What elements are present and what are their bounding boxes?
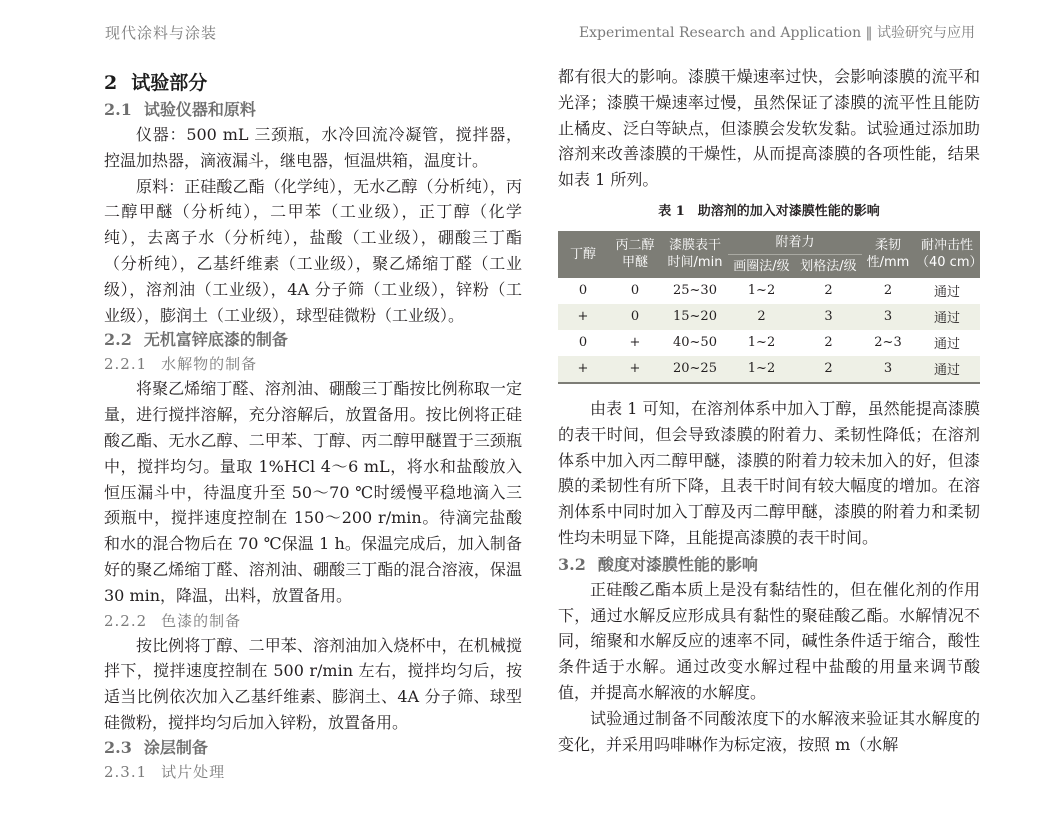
paragraph-hydrolysis-test: 试验通过制备不同酸浓度下的水解液来验证其水解度的变化，并采用吗啡啉作为标定液，按照 m（水解 [558, 708, 980, 754]
heading-text: 试验仪器和原料 [143, 100, 256, 119]
table-cell: 3 [862, 304, 914, 330]
table-cell: 1~2 [747, 335, 776, 351]
table-cell: 通过 [933, 285, 960, 301]
journal-name: 现代涂料与涂装 [105, 24, 218, 42]
table-cell: 2~3 [874, 335, 902, 351]
heading-text: 涂层制备 [143, 737, 208, 757]
heading-number: 2.1 [104, 100, 132, 119]
table-cell: 通过 [933, 337, 960, 353]
table-cell: 0 [578, 283, 588, 299]
table-cell: 2 [883, 283, 893, 299]
col-header-adhesion-cross: 划格法/级 [795, 254, 862, 278]
paragraph-drying: 都有很大的影响。漆膜干燥速率过快，会影响漆膜的流平和光泽；漆膜干燥速率过慢，虽然保证了漆膜的流平性且能防止橘皮、泛白等缺点，但漆膜会发软发黏。试验通过添加助溶剂来改善漆膜的干燥性，从而提高漆膜的各项性能，结果如表 1 所列。 [558, 67, 980, 190]
paragraph-table-analysis: 由表 1 可知，在溶剂体系中加入丁醇，虽然能提高漆膜的表干时间，但会导致漆膜的附着力、柔韧性降低；在溶剂体系中加入丙二醇甲醚，漆膜的附着力较未加入的好，但漆膜的柔韧性有所下降，且表干时间有较大幅度的增加。在溶剂体系中同时加入丁醇及丙二醇甲醚，漆膜的附着力和柔韧性均未明显下降，且能提高漆膜的表干时间。 [558, 398, 980, 547]
heading-3-2 [558, 553, 980, 577]
table-cell: 0 [630, 283, 640, 299]
heading-number: 2.3.1 [104, 762, 148, 781]
heading-text: 无机富锌底漆的制备 [143, 330, 288, 350]
heading-number: 2.3 [104, 737, 132, 757]
table-cell: 2 [824, 283, 833, 299]
col-header-butanol: 丁醇 [558, 231, 608, 278]
table-cell: 1~2 [728, 356, 795, 383]
heading-2-2-1 [104, 352, 522, 376]
table-cell: 通过 [914, 304, 980, 330]
col-header-adhesion-circle: 画圈法/级 [728, 254, 795, 278]
col-header-adhesion: 附着力 [728, 231, 862, 255]
heading-number: 2.2.1 [104, 355, 148, 374]
table-cell: 1~2 [747, 283, 776, 299]
table-cell: 3 [795, 304, 862, 330]
table-cell: + [558, 356, 608, 383]
paragraph-instruments: 仪器：500 mL 三颈瓶，水冷回流冷凝管，搅拌器，控温加热器，滴液漏斗，继电器，恒温烘箱，温度计。 [104, 125, 522, 170]
col-header-impact: 耐冲击性（40 cm） [914, 231, 980, 278]
table-cell: + [608, 356, 662, 383]
table-row [558, 278, 980, 304]
table-cell: 3 [862, 356, 914, 383]
table-cell: + [629, 335, 641, 351]
heading-text: 水解物的制备 [161, 355, 258, 374]
heading-text: 色漆的制备 [161, 611, 242, 630]
heading-text: 酸度对漆膜性能的影响 [597, 554, 758, 574]
heading-text: 试验部分 [131, 72, 208, 94]
paragraph-materials: 原料：正硅酸乙酯（化学纯），无水乙醇（分析纯），丙二醇甲醚（分析纯），二甲苯（工业级），正丁醇（化学纯），去离子水（分析纯），盐酸（工业级），硼酸三丁酯（分析纯），乙基纤维素（工业级），聚乙烯缩丁醛（工业级），溶剂油（工业级），4A 分子筛（工业级），锌粉（工业级），膨润土（工业级），球型硅微粉（工业级）。 [104, 176, 522, 325]
table-cell: 25~30 [673, 283, 717, 299]
paragraph-acidity: 正硅酸乙酯本质上是没有黏结性的，但在催化剂的作用下，通过水解反应形成具有黏性的聚硅酸乙酯。水解情况不同，缩聚和水解反应的速率不同，碱性条件适于缩合，酸性条件适于水解。通过改变水解过程中盐酸的用量来调节酸值，并提高水解液的水解度。 [558, 579, 980, 702]
table-cell: 20~25 [662, 356, 728, 383]
col-header-flexibility: 柔韧性/mm [862, 231, 914, 278]
table-cell: 通过 [914, 356, 980, 383]
heading-2-2-2 [104, 609, 522, 633]
heading-2 [104, 70, 522, 96]
table-cell: 2 [795, 356, 862, 383]
paragraph-paint: 按比例将丁醇、二甲苯、溶剂油加入烧杯中，在机械搅拌下，搅拌速度控制在 500 r/min 左右，搅拌均匀后，按适当比例依次加入乙基纤维素、膨润土、4A 分子筛、球型硅微粉，搅拌均匀后加入锌粉，放置备用。 [104, 635, 522, 732]
table-cell: 40~50 [673, 335, 717, 351]
col-header-pm: 丙二醇甲醚 [608, 231, 662, 278]
table-row [558, 356, 980, 383]
heading-2-1 [104, 98, 522, 122]
table-cell: 2 [728, 304, 795, 330]
left-column [104, 66, 522, 784]
heading-2-3 [104, 736, 522, 760]
heading-number: 2.2 [104, 330, 132, 350]
table-cell: + [558, 304, 608, 330]
table-cell: 2 [824, 335, 833, 351]
right-column [558, 64, 983, 757]
table-row [558, 330, 980, 356]
table-row [558, 304, 980, 330]
col-header-dry-time: 漆膜表干时间/min [662, 231, 728, 278]
paragraph-hydrolysate: 将聚乙烯缩丁醛、溶剂油、硼酸三丁酯按比例称取一定量，进行搅拌溶解，充分溶解后，放置备用。按比例将正硅酸乙酯、无水乙醇、二甲苯、丁醇、丙二醇甲醚置于三颈瓶中，搅拌均匀。量取 1%HCl 4～6 mL，将水和盐酸放入恒压漏斗中，待温度升至 50～70 ℃时缓慢平稳地滴入三颈瓶中，搅拌速度控制在 150～200 r/min。待滴完盐酸和水的混合物后在 70 ℃保温 1 h。保温完成后，加入制备好的聚乙烯缩丁醛、溶剂油、硼酸三丁酯的混合溶液，保温 30 min，降温，出料，放置备用。 [104, 379, 522, 605]
heading-number: 3.2 [558, 554, 586, 574]
results-table [558, 231, 983, 384]
table-cell: 0 [578, 335, 588, 351]
heading-text: 试片处理 [161, 762, 226, 781]
heading-number: 2 [104, 72, 118, 94]
heading-2-2 [104, 328, 522, 352]
table-cell: 0 [608, 304, 662, 330]
heading-2-3-1 [104, 760, 522, 784]
heading-number: 2.2.2 [104, 611, 148, 630]
table-caption: 表 1 助溶剂的加入对漆膜性能的影响 [658, 203, 880, 219]
table-cell: 15~20 [662, 304, 728, 330]
section-header: Experimental Research and Application ‖ 试验研究与应用 [578, 25, 975, 41]
